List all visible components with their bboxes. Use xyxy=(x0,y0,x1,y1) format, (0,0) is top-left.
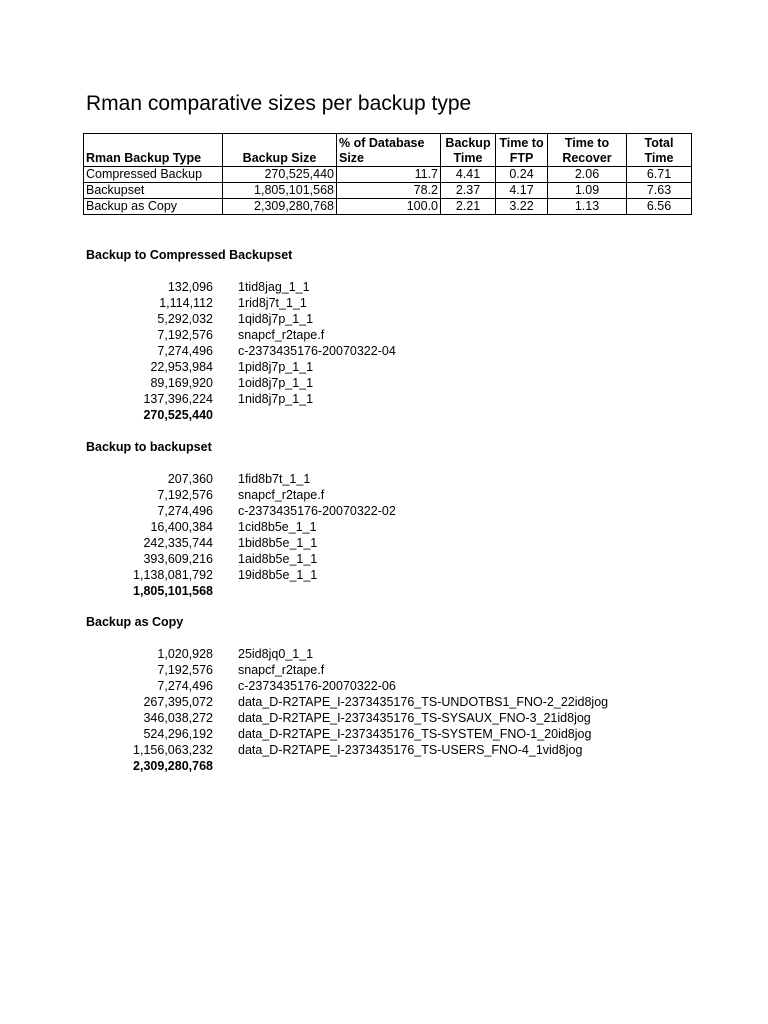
file-size: 1,138,081,792 xyxy=(133,568,213,582)
cell-ftp-time: 3.22 xyxy=(496,199,548,215)
file-name: 1bid8b5e_1_1 xyxy=(238,536,318,550)
file-row xyxy=(86,311,686,327)
file-size: 7,192,576 xyxy=(157,328,213,342)
file-row xyxy=(86,391,686,407)
file-row xyxy=(86,295,686,311)
header-type: Rman Backup Type xyxy=(84,134,223,167)
header-recover-line1: Time to xyxy=(564,136,610,150)
file-name: 1fid8b7t_1_1 xyxy=(238,472,311,486)
file-size: 242,335,744 xyxy=(143,536,213,550)
header-recover-line2: Recover xyxy=(562,151,612,165)
file-name: c-2373435176-20070322-02 xyxy=(238,504,396,518)
file-name: 1qid8j7p_1_1 xyxy=(238,312,314,326)
header-backup-time xyxy=(441,134,496,167)
file-size: 346,038,272 xyxy=(143,711,213,725)
file-name: snapcf_r2tape.f xyxy=(238,663,325,677)
cell-type: Compressed Backup xyxy=(84,167,223,183)
file-size: 1,156,063,232 xyxy=(133,743,213,757)
file-size: 22,953,984 xyxy=(150,360,213,374)
section-heading: Backup as Copy xyxy=(86,615,184,629)
header-backup-line1: Backup xyxy=(445,136,491,150)
file-row xyxy=(86,551,686,567)
cell-type: Backup as Copy xyxy=(84,199,223,215)
cell-type: Backupset xyxy=(84,183,223,199)
file-row xyxy=(86,742,686,758)
file-size: 89,169,920 xyxy=(150,376,213,390)
file-row xyxy=(86,710,686,726)
header-recover-time xyxy=(548,134,627,167)
file-size: 1,114,112 xyxy=(159,296,213,310)
cell-total-time: 6.71 xyxy=(627,167,692,183)
header-total-line1: Total xyxy=(644,136,674,150)
file-row xyxy=(86,535,686,551)
file-name: c-2373435176-20070322-04 xyxy=(238,344,396,358)
table-row xyxy=(84,167,692,183)
file-row xyxy=(86,487,686,503)
file-row xyxy=(86,343,686,359)
file-name: data_D-R2TAPE_I-2373435176_TS-SYSTEM_FNO-1_20id8jog xyxy=(238,727,592,741)
file-size: 7,192,576 xyxy=(157,663,213,677)
file-row xyxy=(86,359,686,375)
table-header-row xyxy=(84,134,692,167)
section-heading: Backup to Compressed Backupset xyxy=(86,248,293,262)
file-name: 1rid8j7t_1_1 xyxy=(238,296,307,310)
header-pct-line2: Size xyxy=(339,151,365,165)
total-row xyxy=(86,407,686,423)
header-size: Backup Size xyxy=(223,134,337,167)
header-pct xyxy=(337,134,441,167)
header-pct-line1: % of Database xyxy=(339,136,425,150)
file-row xyxy=(86,327,686,343)
total-size: 2,309,280,768 xyxy=(133,759,213,773)
file-row xyxy=(86,519,686,535)
header-ftp-time xyxy=(496,134,548,167)
file-name: 1nid8j7p_1_1 xyxy=(238,392,314,406)
cell-pct: 78.2 xyxy=(337,183,441,199)
file-row xyxy=(86,279,686,295)
file-name: data_D-R2TAPE_I-2373435176_TS-UNDOTBS1_FNO-2_22id8jog xyxy=(238,695,609,709)
section-backup-as-copy xyxy=(86,614,686,774)
cell-size: 2,309,280,768 xyxy=(223,199,337,215)
cell-size: 270,525,440 xyxy=(223,167,337,183)
header-total-time xyxy=(627,134,692,167)
total-row xyxy=(86,583,686,599)
file-name: data_D-R2TAPE_I-2373435176_TS-USERS_FNO-4_1vid8jog xyxy=(238,743,583,757)
file-size: 7,274,496 xyxy=(157,344,213,358)
page-title: Rman comparative sizes per backup type xyxy=(86,92,472,115)
header-total-line2: Time xyxy=(644,151,674,165)
section-backupset xyxy=(86,439,686,599)
cell-backup-time: 2.37 xyxy=(441,183,496,199)
total-size: 1,805,101,568 xyxy=(133,584,213,598)
file-name: 25id8jq0_1_1 xyxy=(238,647,314,661)
total-size: 270,525,440 xyxy=(143,408,213,422)
file-size: 16,400,384 xyxy=(150,520,213,534)
file-name: 19id8b5e_1_1 xyxy=(238,568,318,582)
file-name: 1tid8jag_1_1 xyxy=(238,280,310,294)
file-size: 7,274,496 xyxy=(157,679,213,693)
file-size: 1,020,928 xyxy=(157,647,213,661)
cell-ftp-time: 0.24 xyxy=(496,167,548,183)
file-name: 1pid8j7p_1_1 xyxy=(238,360,314,374)
cell-size: 1,805,101,568 xyxy=(223,183,337,199)
file-name: c-2373435176-20070322-06 xyxy=(238,679,396,693)
file-row xyxy=(86,726,686,742)
file-row xyxy=(86,471,686,487)
section-heading: Backup to backupset xyxy=(86,440,212,454)
file-size: 7,192,576 xyxy=(157,488,213,502)
header-ftp-line2: FTP xyxy=(509,151,534,165)
cell-recover-time: 1.13 xyxy=(548,199,627,215)
table-row xyxy=(84,199,692,215)
section-compressed-backupset xyxy=(86,247,686,423)
total-row xyxy=(86,758,686,774)
file-name: 1oid8j7p_1_1 xyxy=(238,376,314,390)
table-row xyxy=(84,183,692,199)
file-row xyxy=(86,375,686,391)
file-row xyxy=(86,662,686,678)
file-size: 7,274,496 xyxy=(157,504,213,518)
comparison-table xyxy=(83,133,692,215)
cell-total-time: 6.56 xyxy=(627,199,692,215)
file-name: snapcf_r2tape.f xyxy=(238,488,325,502)
cell-recover-time: 1.09 xyxy=(548,183,627,199)
file-row xyxy=(86,646,686,662)
file-row xyxy=(86,567,686,583)
file-size: 524,296,192 xyxy=(143,727,213,741)
file-row xyxy=(86,503,686,519)
file-size: 137,396,224 xyxy=(143,392,213,406)
cell-total-time: 7.63 xyxy=(627,183,692,199)
file-row xyxy=(86,694,686,710)
file-size: 132,096 xyxy=(167,280,213,294)
cell-backup-time: 2.21 xyxy=(441,199,496,215)
file-name: snapcf_r2tape.f xyxy=(238,328,325,342)
file-size: 267,395,072 xyxy=(143,695,213,709)
cell-recover-time: 2.06 xyxy=(548,167,627,183)
cell-pct: 100.0 xyxy=(337,199,441,215)
file-size: 5,292,032 xyxy=(157,312,213,326)
cell-backup-time: 4.41 xyxy=(441,167,496,183)
file-name: 1cid8b5e_1_1 xyxy=(238,520,317,534)
file-row xyxy=(86,678,686,694)
file-size: 393,609,216 xyxy=(143,552,213,566)
header-ftp-line1: Time to xyxy=(499,136,544,150)
cell-pct: 11.7 xyxy=(337,167,441,183)
file-size: 207,360 xyxy=(167,472,213,486)
header-backup-line2: Time xyxy=(453,151,483,165)
file-name: 1aid8b5e_1_1 xyxy=(238,552,318,566)
cell-ftp-time: 4.17 xyxy=(496,183,548,199)
file-name: data_D-R2TAPE_I-2373435176_TS-SYSAUX_FNO-3_21id8jog xyxy=(238,711,591,725)
